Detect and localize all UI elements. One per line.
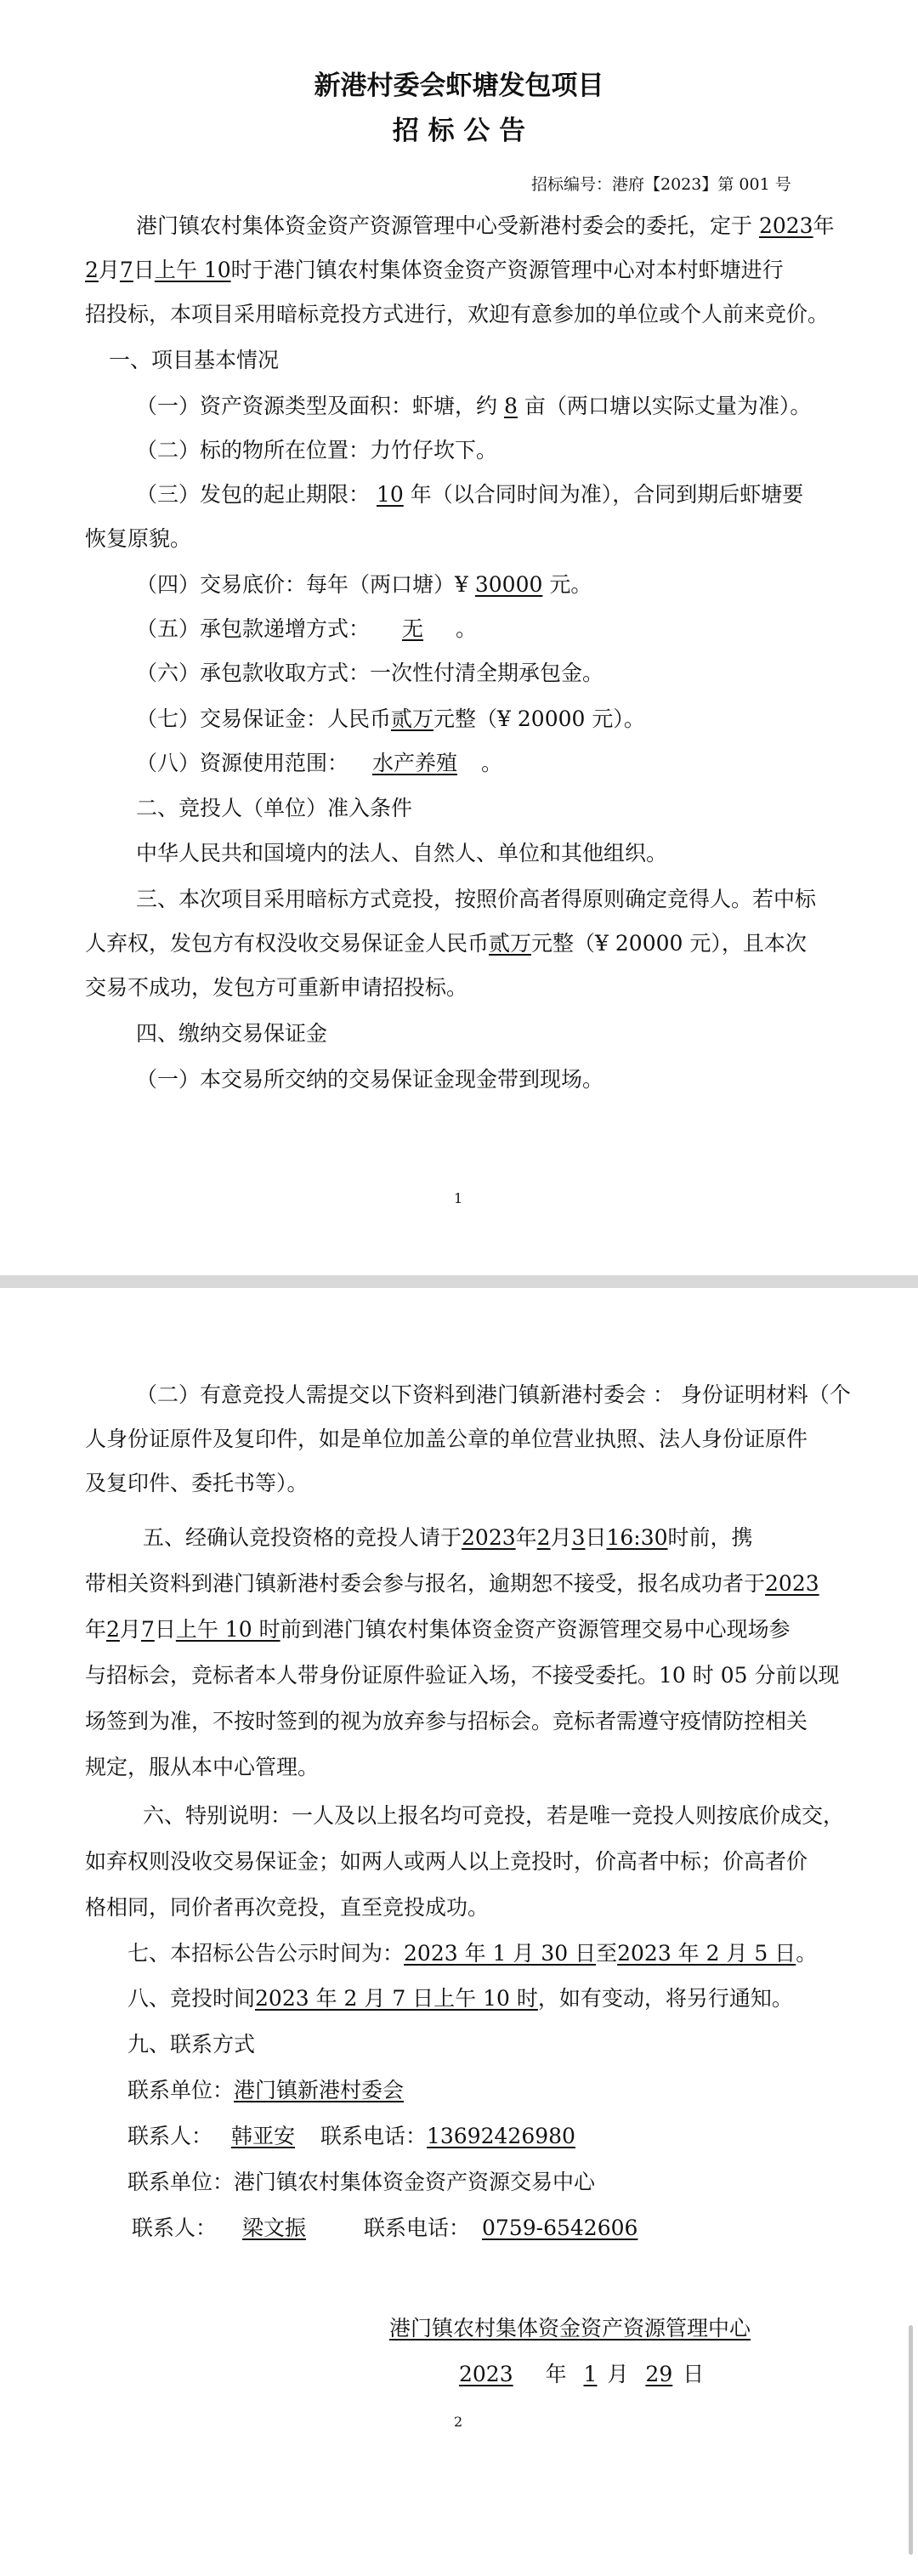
reference-number: 招标编号：港府【2023】第 001 号 — [531, 175, 791, 194]
section-6-line-2: 如弃权则没收交易保证金；如两人或两人以上竞投时，价高者中标；价高者价 — [85, 1849, 808, 1874]
document-title: 新港村委会虾塘发包项目 — [314, 71, 604, 101]
increment-value: 无 — [401, 616, 423, 641]
item-deposit: （七）交易保证金：人民币贰万元整（¥ 20000 元）。 — [136, 706, 645, 731]
signing-date: 2023 年 1 月 29 日 — [434, 2361, 704, 2388]
section-3-line-3: 交易不成功，发包方可重新申请招投标。 — [85, 975, 468, 1000]
contact-person-1-phone: 13692426980 — [427, 2124, 575, 2148]
document-subtitle: 招 标 公 告 — [392, 116, 526, 146]
intro-line-1: 港门镇农村集体资金资产资源管理中心受新港村委会的委托，定于 2023年 — [136, 213, 835, 238]
signup-day: 3 — [571, 1525, 586, 1550]
page-number: 2 — [454, 2414, 463, 2430]
signing-organization-name: 港门镇农村集体资金资产资源管理中心 — [389, 2316, 751, 2341]
area-value: 8 — [503, 394, 518, 418]
section-5-line-5: 场签到为准，不按时签到的视为放弃参与招标会。竞标者需遵守疫情防控相关 — [85, 1709, 808, 1733]
section-1-heading: 一、项目基本情况 — [109, 348, 280, 372]
section-2-heading: 二、竞投人（单位）准入条件 — [136, 796, 413, 820]
intro-day: 7 — [119, 258, 133, 282]
section-3-line-1: 三、本次项目采用暗标方式竞投，按照价高者得原则确定竞得人。若中标 — [136, 887, 817, 911]
intro-year: 2023 — [758, 213, 813, 238]
forfeit-value: 贰万 — [489, 931, 532, 956]
section-5-line-3: 年2月7日上午 10 时前到港门镇农村集体资金资产资源管理交易中心现场参 — [85, 1617, 790, 1642]
bid-month: 2 — [106, 1617, 120, 1642]
intro-line-3: 招投标，本项目采用暗标竞投方式进行，欢迎有意参加的单位或个人前来竞价。 — [85, 302, 830, 326]
contact-person-1: 联系人： 韩亚安 联系电话：13692426980 — [128, 2124, 575, 2148]
item-base-price: （四）交易底价：每年（两口塘）¥ 30000 元。 — [136, 572, 592, 597]
signing-month: 1 — [583, 2362, 598, 2386]
usage-value: 水产养殖 — [371, 751, 457, 775]
section-4-item-2-line-1: （二）有意竞投人需提交以下资料到港门镇新港村委会 ： 身份证明材料（个 — [136, 1382, 851, 1407]
contact-unit-2: 联系单位：港门镇农村集体资金资产资源交易中心 — [128, 2170, 596, 2194]
section-3-line-2: 人弃权，发包方有权没收交易保证金人民币贰万元整（¥ 20000 元），且本次 — [85, 931, 807, 956]
section-8: 八、竞投时间2023 年 2 月 7 日上午 10 时，如有变动，将另行通知。 — [128, 1986, 793, 2011]
section-6-line-3: 格相同，同价者再次竞投，直至竞投成功。 — [85, 1895, 490, 1920]
section-4-item-2-line-2: 人身份证原件及复印件，如是单位加盖公章的单位营业执照、法人身份证原件 — [85, 1427, 808, 1451]
bid-year: 2023 — [765, 1571, 819, 1596]
contact-person-2: 联系人： 梁文振 联系电话： 0759-6542606 — [132, 2215, 649, 2242]
signup-time: 16:30 — [606, 1525, 668, 1550]
page-separator — [0, 1275, 918, 1288]
contact-person-1-name: 韩亚安 — [231, 2124, 296, 2148]
contact-person-2-name: 梁文振 — [242, 2216, 307, 2240]
section-5-line-6: 规定，服从本中心管理。 — [85, 1755, 320, 1779]
publicity-end: 2023 年 2 月 5 日 — [617, 1941, 796, 1966]
signup-year: 2023 — [462, 1525, 516, 1550]
signing-organization — [389, 2315, 751, 2342]
section-4-item-2-line-3: 及复印件、委托书等）。 — [85, 1471, 309, 1495]
signing-year: 2023 — [459, 2362, 513, 2386]
page-number: 1 — [454, 1190, 463, 1206]
section-6-line-1: 六、特别说明：一人及以上报名均可竞投，若是唯一竞投人则按底价成交， — [143, 1803, 845, 1828]
base-price-value: 30000 — [474, 572, 543, 597]
intro-time: 上午 10 — [154, 258, 231, 282]
publicity-start: 2023 年 1 月 30 日 — [404, 1941, 597, 1966]
section-9-heading: 九、联系方式 — [128, 2032, 256, 2057]
deposit-value: 贰万 — [391, 706, 434, 731]
signup-month: 2 — [536, 1525, 551, 1550]
section-5-line-4: 与招标会，竞标者本人带身份证原件验证入场，不接受委托。10 时 05 分前以现 — [85, 1663, 840, 1688]
bid-datetime: 2023 年 2 月 7 日上午 10 时 — [255, 1986, 538, 2011]
item-location: （二）标的物所在位置：力竹仔坎下。 — [136, 438, 498, 462]
contact-person-2-phone: 0759-6542606 — [482, 2216, 638, 2240]
intro-month: 2 — [85, 258, 99, 282]
item-usage: （八）资源使用范围： 水产养殖 。 — [136, 751, 502, 775]
contact-unit-1: 联系单位：港门镇新港村委会 — [128, 2078, 405, 2102]
intro-line-2: 2月7日上午 10时于港门镇农村集体资金资产资源管理中心对本村虾塘进行 — [85, 258, 784, 282]
signing-day: 29 — [645, 2362, 673, 2386]
section-4-heading: 四、缴纳交易保证金 — [136, 1021, 328, 1046]
section-5-line-2: 带相关资料到港门镇新港村委会参与报名，逾期恕不接受，报名成功者于2023 — [85, 1571, 819, 1596]
section-5-line-1: 五、经确认竞投资格的竞投人请于2023年2月3日16:30时前，携 — [143, 1525, 753, 1550]
page-2 — [0, 1288, 918, 2576]
section-7: 七、本招标公告公示时间为：2023 年 1 月 30 日至2023 年 2 月 5 日。 — [128, 1941, 818, 1966]
contact-unit-1-value: 港门镇新港村委会 — [234, 2078, 405, 2102]
page-1 — [0, 0, 918, 1275]
item-payment: （六）承包款收取方式：一次性付清全期承包金。 — [136, 661, 604, 685]
item-term-line-2: 恢复原貌。 — [85, 526, 192, 551]
section-2-body: 中华人民共和国境内的法人、自然人、单位和其他组织。 — [136, 841, 668, 865]
section-4-item-1: （一）本交易所交纳的交易保证金现金带到现场。 — [136, 1067, 604, 1092]
term-value: 10 — [376, 482, 404, 507]
item-area: （一）资产资源类型及面积：虾塘，约 8 亩（两口塘以实际丈量为准）。 — [136, 394, 812, 418]
item-term: （三）发包的起止期限： 10 年（以合同时间为准），合同到期后虾塘要 — [136, 482, 804, 507]
item-increment: （五）承包款递增方式： 无 。 — [136, 616, 477, 641]
bid-day: 7 — [140, 1617, 155, 1642]
scrollbar[interactable] — [909, 2325, 913, 2555]
bid-time: 上午 10 时 — [175, 1617, 280, 1642]
